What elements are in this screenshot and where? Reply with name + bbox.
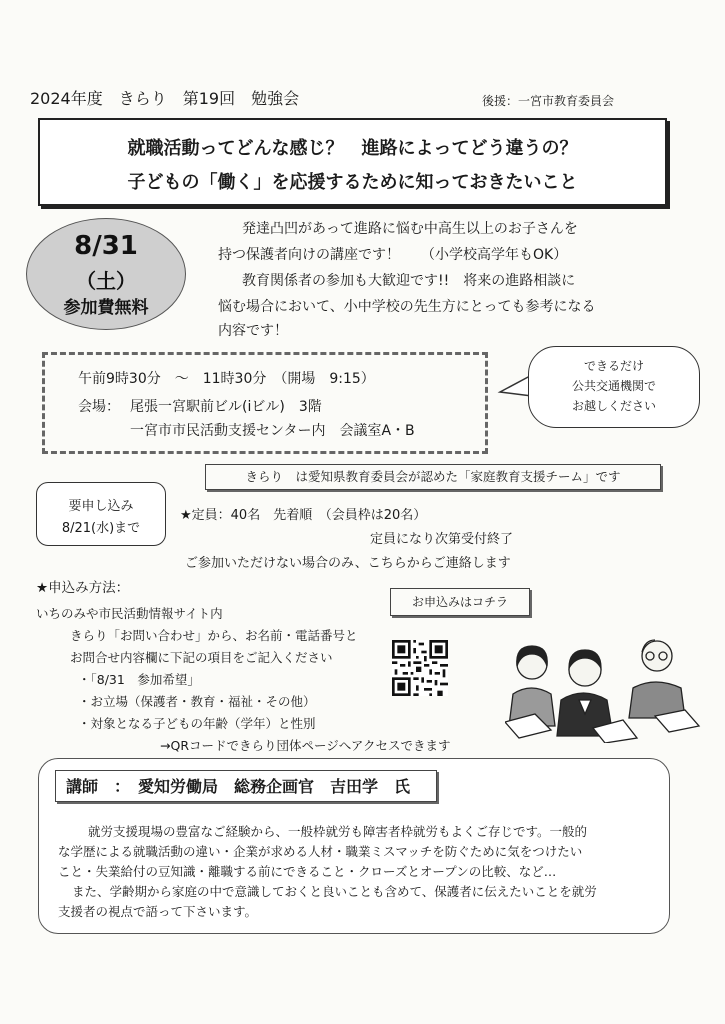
qr-label: お申込みはコチラ xyxy=(390,588,530,616)
method-line: お問合せ内容欄に下記の項目をご記入ください xyxy=(70,650,333,665)
lecture-line: 支援者の視点で語って下さいます。 xyxy=(58,904,258,919)
method-line: きらり「お問い合わせ」から、お名前・電話番号と xyxy=(70,628,358,643)
transit-line-1: できるだけ xyxy=(583,359,644,373)
lecture-line: 就労支援現場の豊富なご経験から、一般枠就労も障害者枠就労もよくご存じです。一般的 xyxy=(88,824,588,839)
transit-line-3: お越しください xyxy=(571,399,656,413)
method-line: ・対象となる子どもの年齢（学年）と性別 xyxy=(78,716,316,731)
intro-line: 内容です！ xyxy=(218,323,288,339)
title-box xyxy=(38,118,667,206)
date-badge xyxy=(26,218,186,330)
title-line-2: 子どもの「働く」を応援するために知っておきたいこと xyxy=(127,172,578,193)
transit-line-2: 公共交通機関で xyxy=(571,379,656,393)
method-line: ・お立場（保護者・教育・福祉・その他） xyxy=(78,694,316,709)
date-text: 8/31 xyxy=(74,231,138,261)
fee-text: 参加費無料 xyxy=(63,298,149,318)
sponsor-text: 後援：一宮市教育委員会 xyxy=(482,94,615,108)
lecturer-title: 講師 ： 愛知労働局 総務企画官 吉田学 氏 xyxy=(55,770,437,802)
lecture-line: こと・失業給付の豆知識・離職する前にできること・クローズとオープンの比較、など… xyxy=(58,864,557,879)
lecture-line: また、学齢期から家庭の中で意識しておくと良いことも含めて、保護者に伝えたいことを就労 xyxy=(72,884,597,899)
intro-line: 教育関係者の参加も大歓迎です!! 将来の進路相談に xyxy=(242,273,576,289)
venue-line-1: 尾張一宮駅前ビル(iビル) 3階 xyxy=(130,399,322,415)
schedule-time: 午前9時30分 ～ 11時30分 （開場 9:15） xyxy=(78,371,375,387)
capacity-line-2: 定員になり次第受付終了 xyxy=(370,532,514,547)
weekday-text: （土） xyxy=(76,269,136,293)
intro-line: 持つ保護者向けの講座です！ （小学校高学年もOK） xyxy=(218,247,568,263)
intro-line: 発達凸凹があって進路に悩む中高生以上のお子さんを xyxy=(242,221,578,237)
event-title: 2024年度 きらり 第19回 勉強会 xyxy=(30,89,300,108)
capacity-line-3: ご参加いただけない場合のみ、こちらからご連絡します xyxy=(185,556,511,571)
apply-line-1: 要申し込み xyxy=(68,499,134,514)
capacity-line-1: ★定員：40名 先着順 （会員枠は20名） xyxy=(180,508,427,523)
title-line-1: 就職活動ってどんな感じ？ 進路によってどう違うの？ xyxy=(127,138,578,159)
lecture-line: な学歴による就職活動の違い・企業が求める人材・職業ミスマッチを防ぐために気をつけたい xyxy=(58,844,583,859)
meeting-people-illustration xyxy=(505,618,705,743)
method-line: いちのみや市民活動情報サイト内 xyxy=(36,606,223,621)
method-line: ・「8/31 参加希望」 xyxy=(78,672,200,687)
qr-code-icon[interactable] xyxy=(392,640,448,696)
apply-line-2: 8/21(水)まで xyxy=(61,521,141,536)
transit-bubble xyxy=(528,346,700,428)
method-heading: ★申込み方法： xyxy=(36,580,130,596)
method-line: →QRコードできらり団体ページへアクセスできます xyxy=(160,738,451,753)
apply-deadline-box xyxy=(36,482,166,546)
intro-line: 悩む場合において、小中学校の先生方にとっても参考になる xyxy=(218,299,596,315)
team-notice: きらり は愛知県教育委員会が認めた「家庭教育支援チーム」です xyxy=(205,464,661,490)
venue-label: 会場： xyxy=(78,399,120,415)
venue-line-2: 一宮市市民活動支援センター内 会議室A・B xyxy=(130,423,415,439)
